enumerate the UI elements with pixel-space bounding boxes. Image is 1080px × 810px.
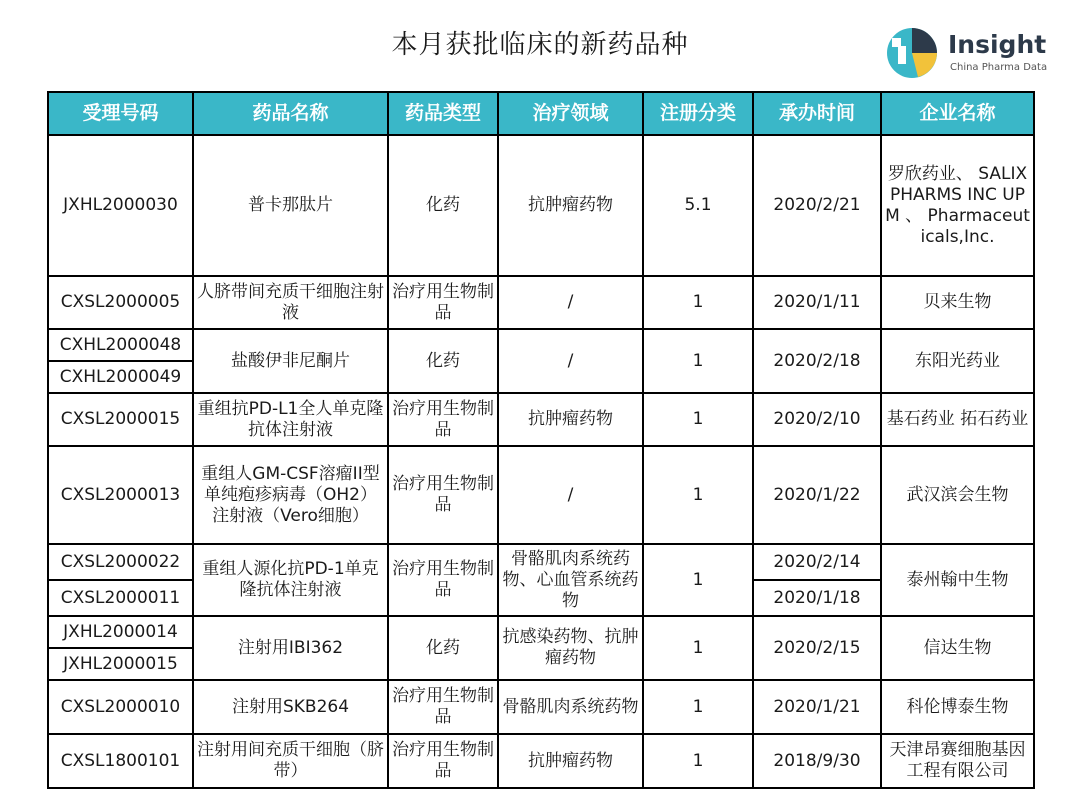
table-row [48, 544, 1034, 580]
table-row [48, 616, 1034, 648]
name-cell: 重组人GM-CSF溶瘤II型单纯疱疹病毒（OH2）注射液（Vero细胞） [193, 446, 388, 544]
area-cell: / [498, 446, 643, 544]
type-cell: 化药 [388, 329, 498, 393]
class-cell: 1 [643, 329, 753, 393]
date-cell: 2020/2/15 [753, 616, 881, 680]
header-cell: 承办时间 [753, 92, 881, 135]
table-row [48, 734, 1034, 788]
date-cell: 2020/2/14 [753, 544, 881, 580]
company-cell: 东阳光药业 [881, 329, 1034, 393]
name-cell: 注射用间充质干细胞（脐带） [193, 734, 388, 788]
logo-subtitle: China Pharma Data [950, 62, 1048, 73]
type-cell: 治疗用生物制品 [388, 393, 498, 446]
area-cell: 抗肿瘤药物 [498, 135, 643, 276]
company-cell: 武汉滨会生物 [881, 446, 1034, 544]
name-cell: 注射用IBI362 [193, 616, 388, 680]
header-cell: 药品类型 [388, 92, 498, 135]
class-cell: 1 [643, 544, 753, 616]
name-cell: 人脐带间充质干细胞注射液 [193, 276, 388, 329]
class-cell: 1 [643, 446, 753, 544]
table-row [48, 446, 1034, 544]
header-cell: 受理号码 [48, 92, 193, 135]
class-cell: 1 [643, 680, 753, 734]
id-cell: CXSL1800101 [48, 734, 193, 788]
date-cell: 2020/2/10 [753, 393, 881, 446]
id-cell: CXSL2000015 [48, 393, 193, 446]
date-cell: 2020/2/21 [753, 135, 881, 276]
table-row [48, 680, 1034, 734]
date-cell: 2020/1/18 [753, 580, 881, 616]
name-cell: 普卡那肽片 [193, 135, 388, 276]
id-cell: CXSL2000010 [48, 680, 193, 734]
name-cell: 盐酸伊非尼酮片 [193, 329, 388, 393]
area-cell: 骨骼肌肉系统药物、心血管系统药物 [498, 544, 643, 616]
header-cell: 治疗领域 [498, 92, 643, 135]
company-cell: 天津昂赛细胞基因工程有限公司 [881, 734, 1034, 788]
name-cell: 重组抗PD-L1全人单克隆抗体注射液 [193, 393, 388, 446]
page-title: 本月获批临床的新药品种 [391, 30, 689, 60]
id-cell: CXSL2000013 [48, 446, 193, 544]
type-cell: 治疗用生物制品 [388, 446, 498, 544]
type-cell: 化药 [388, 616, 498, 680]
name-cell: 重组人源化抗PD-1单克隆抗体注射液 [193, 544, 388, 616]
header-cell: 注册分类 [643, 92, 753, 135]
area-cell: 抗感染药物、抗肿瘤药物 [498, 616, 643, 680]
class-cell: 1 [643, 616, 753, 680]
table-row [48, 276, 1034, 329]
date-cell: 2018/9/30 [753, 734, 881, 788]
company-cell: 基石药业 拓石药业 [881, 393, 1034, 446]
table-row [48, 329, 1034, 361]
area-cell: 抗肿瘤药物 [498, 734, 643, 788]
company-cell: 科伦博泰生物 [881, 680, 1034, 734]
type-cell: 治疗用生物制品 [388, 734, 498, 788]
type-cell: 化药 [388, 135, 498, 276]
company-cell: 信达生物 [881, 616, 1034, 680]
id-cell: CXHL2000048 [48, 329, 193, 361]
id-cell: JXHL2000030 [48, 135, 193, 276]
name-cell: 注射用SKB264 [193, 680, 388, 734]
id-cell: JXHL2000015 [48, 648, 193, 680]
type-cell: 治疗用生物制品 [388, 276, 498, 329]
date-cell: 2020/1/22 [753, 446, 881, 544]
class-cell: 1 [643, 734, 753, 788]
company-cell: 贝来生物 [881, 276, 1034, 329]
area-cell: 抗肿瘤药物 [498, 393, 643, 446]
table-header-row [48, 92, 1034, 135]
table-row [48, 393, 1034, 446]
drug-table [47, 91, 1035, 789]
class-cell: 1 [643, 276, 753, 329]
type-cell: 治疗用生物制品 [388, 680, 498, 734]
class-cell: 1 [643, 393, 753, 446]
insight-logo [884, 26, 1054, 80]
logo-brand: Insight [948, 30, 1047, 59]
class-cell: 5.1 [643, 135, 753, 276]
header-cell: 药品名称 [193, 92, 388, 135]
id-cell: CXSL2000022 [48, 544, 193, 580]
area-cell: / [498, 276, 643, 329]
id-cell: CXHL2000049 [48, 361, 193, 393]
area-cell: / [498, 329, 643, 393]
company-cell: 泰州翰中生物 [881, 544, 1034, 616]
date-cell: 2020/1/11 [753, 276, 881, 329]
area-cell: 骨骼肌肉系统药物 [498, 680, 643, 734]
header-cell: 企业名称 [881, 92, 1034, 135]
id-cell: CXSL2000011 [48, 580, 193, 616]
company-cell: 罗欣药业、 SALIX PHARMS INC UPM 、 Pharmaceuticals,Inc. [881, 135, 1034, 276]
type-cell: 治疗用生物制品 [388, 544, 498, 616]
date-cell: 2020/2/18 [753, 329, 881, 393]
date-cell: 2020/1/21 [753, 680, 881, 734]
id-cell: JXHL2000014 [48, 616, 193, 648]
insight-logo-icon [884, 26, 940, 80]
id-cell: CXSL2000005 [48, 276, 193, 329]
table-row [48, 135, 1034, 276]
